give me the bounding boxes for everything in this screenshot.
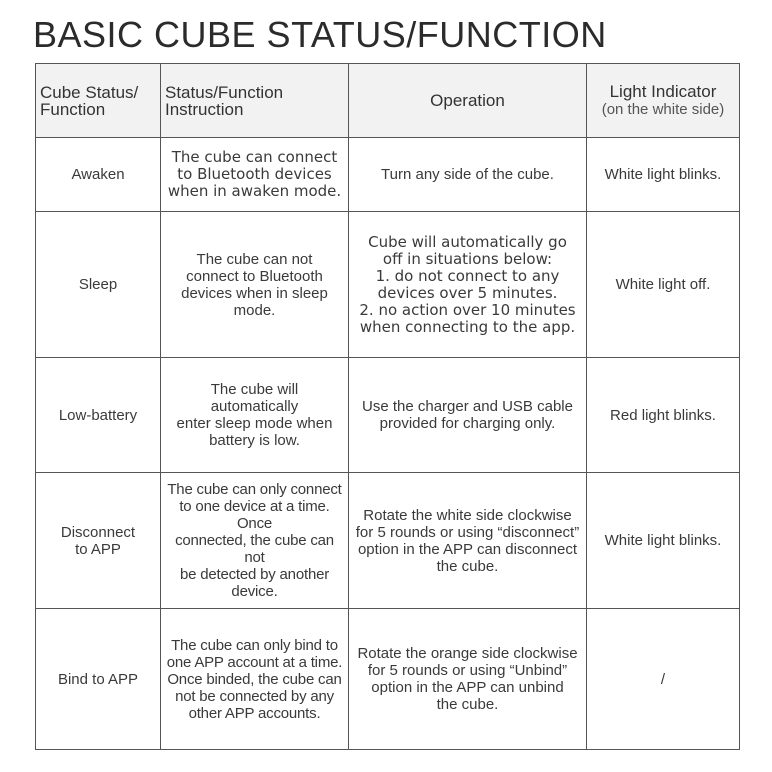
header-light-indicator: Light Indicator (on the white side) bbox=[587, 64, 740, 138]
header-cube-status: Cube Status/ Function bbox=[36, 64, 161, 138]
operation-cell: Rotate the orange side clockwise for 5 rounds or using “Unbind” option in the APP can unbind the cube. bbox=[349, 609, 587, 750]
light-cell: Red light blinks. bbox=[587, 358, 740, 473]
operation-cell: Turn any side of the cube. bbox=[349, 138, 587, 212]
table-row bbox=[36, 138, 740, 212]
table-row bbox=[36, 358, 740, 473]
status-function-table bbox=[35, 63, 740, 750]
instruction-cell: The cube can only connect to one device at a time. Once connected, the cube can not be detected by another device. bbox=[161, 473, 349, 609]
page-title: BASIC CUBE STATUS/FUNCTION bbox=[33, 14, 607, 55]
table-row bbox=[36, 473, 740, 609]
header-instruction: Status/Function Instruction bbox=[161, 64, 349, 138]
status-cell: Disconnect to APP bbox=[36, 473, 161, 609]
light-cell: / bbox=[587, 609, 740, 750]
operation-cell: Cube will automatically go off in situations below: 1. do not connect to any devices over 5 minutes. 2. no action over 10 minutes when connecting to the app. bbox=[349, 212, 587, 358]
light-cell: White light blinks. bbox=[587, 473, 740, 609]
table-row bbox=[36, 212, 740, 358]
table-header-row bbox=[36, 64, 740, 138]
header-operation: Operation bbox=[349, 64, 587, 138]
status-cell: Sleep bbox=[36, 212, 161, 358]
instruction-cell: The cube will automatically enter sleep mode when battery is low. bbox=[161, 358, 349, 473]
table-row bbox=[36, 609, 740, 750]
status-cell: Bind to APP bbox=[36, 609, 161, 750]
status-cell: Awaken bbox=[36, 138, 161, 212]
light-cell: White light blinks. bbox=[587, 138, 740, 212]
instruction-cell: The cube can only bind to one APP account at a time. Once binded, the cube can not be connected by any other APP accounts. bbox=[161, 609, 349, 750]
operation-cell: Use the charger and USB cable provided for charging only. bbox=[349, 358, 587, 473]
instruction-cell: The cube can connect to Bluetooth devices when in awaken mode. bbox=[161, 138, 349, 212]
instruction-cell: The cube can not connect to Bluetooth devices when in sleep mode. bbox=[161, 212, 349, 358]
light-cell: White light off. bbox=[587, 212, 740, 358]
status-cell: Low-battery bbox=[36, 358, 161, 473]
operation-cell: Rotate the white side clockwise for 5 rounds or using “disconnect” option in the APP can disconnect the cube. bbox=[349, 473, 587, 609]
